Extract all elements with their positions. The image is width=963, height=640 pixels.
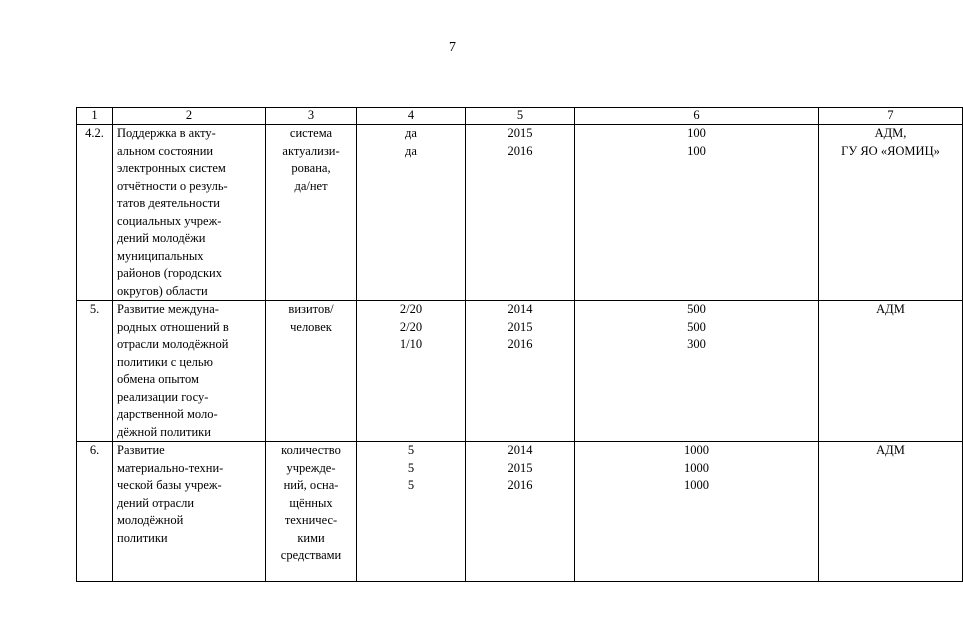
row-description (113, 125, 266, 301)
year-line: 2014 (507, 302, 533, 316)
row-amounts (575, 125, 819, 301)
value-line: 5 (407, 443, 415, 457)
description-line: дений молодёжи (117, 231, 206, 245)
row-description (113, 301, 266, 442)
header-cell: 7 (819, 108, 963, 125)
amount-line: 100 (687, 143, 706, 158)
value-line: да (405, 126, 417, 140)
value-line: 2/20 (399, 319, 423, 334)
row-years (466, 125, 575, 301)
description-line: альном состоянии (117, 143, 214, 158)
amount-line: 500 (687, 319, 706, 334)
row-values (357, 442, 466, 582)
amount-line: 100 (687, 126, 706, 140)
row-executor (819, 442, 963, 582)
year-line: 2016 (507, 337, 533, 351)
description-line: Развитие (117, 443, 165, 457)
row-unit (266, 125, 357, 301)
executor-line: АДМ (876, 302, 905, 316)
amount-line: 1000 (684, 460, 709, 475)
executor-line: АДМ, (874, 126, 907, 140)
description-line: политики с целью (117, 354, 213, 369)
description-line: обмена опытом (117, 372, 199, 386)
description-line: молодёжной (117, 513, 184, 527)
table-row (77, 125, 963, 301)
description-line: политики (117, 530, 168, 545)
header-cell: 6 (575, 108, 819, 125)
unit-line: система (289, 126, 333, 140)
header-cell: 2 (113, 108, 266, 125)
description-line: отчётности о резуль- (117, 178, 228, 193)
row-values (357, 301, 466, 442)
description-line: татов деятельности (117, 196, 220, 210)
year-line: 2016 (507, 143, 533, 158)
year-line: 2015 (507, 319, 533, 334)
unit-line: кими (297, 530, 325, 545)
table-row (77, 442, 963, 582)
row-values (357, 125, 466, 301)
header-cell: 5 (466, 108, 575, 125)
description-line: реализации госу- (117, 389, 209, 404)
unit-line: визитов/ (288, 302, 334, 316)
executor-line: АДМ (876, 443, 905, 457)
table-row (77, 301, 963, 442)
description-line: дёжной политики (117, 424, 211, 439)
value-line: 5 (407, 460, 415, 475)
row-unit (266, 301, 357, 442)
row-unit (266, 442, 357, 582)
year-line: 2014 (507, 443, 533, 457)
value-line: 5 (407, 478, 415, 492)
year-line: 2016 (507, 478, 533, 492)
row-number: 5. (77, 301, 113, 442)
description-line: родных отношений в (117, 319, 229, 334)
unit-line: учрежде- (286, 460, 336, 475)
description-line: ческой базы учреж- (117, 478, 222, 492)
plan-table (76, 107, 963, 582)
description-line: дений отрасли (117, 495, 195, 510)
header-cell: 4 (357, 108, 466, 125)
row-amounts (575, 442, 819, 582)
description-line: материально-техни- (117, 460, 224, 475)
value-line: 1/10 (399, 337, 423, 351)
header-cell: 1 (77, 108, 113, 125)
row-description (113, 442, 266, 582)
unit-line: да/нет (294, 178, 328, 193)
amount-line: 500 (687, 302, 706, 316)
row-amounts (575, 301, 819, 442)
year-line: 2015 (507, 126, 533, 140)
description-line: округов) области (117, 283, 208, 298)
table-header-row (77, 108, 963, 125)
row-number: 6. (77, 442, 113, 582)
description-line: Поддержка в акту- (117, 126, 216, 140)
unit-line: ний, осна- (283, 478, 339, 492)
unit-line: щённых (289, 495, 333, 510)
unit-line: рована, (291, 161, 331, 175)
row-executor (819, 125, 963, 301)
amount-line: 1000 (684, 443, 709, 457)
unit-line: средствами (280, 548, 342, 562)
row-years (466, 442, 575, 582)
amount-line: 300 (687, 337, 706, 351)
description-line: электронных систем (117, 161, 226, 175)
year-line: 2015 (507, 460, 533, 475)
page-number: 7 (449, 40, 456, 55)
value-line: 2/20 (399, 302, 423, 316)
description-line: отрасли молодёжной (117, 337, 229, 351)
unit-line: техничес- (284, 513, 338, 527)
description-line: Развитие междуна- (117, 302, 219, 316)
header-cell: 3 (266, 108, 357, 125)
description-line: дарственной моло- (117, 407, 218, 421)
description-line: муниципальных (117, 248, 204, 263)
row-number: 4.2. (77, 125, 113, 301)
unit-line: актуализи- (282, 143, 340, 158)
amount-line: 1000 (684, 478, 709, 492)
row-years (466, 301, 575, 442)
unit-line: человек (290, 319, 332, 334)
unit-line: количество (281, 443, 341, 457)
description-line: районов (городских (117, 266, 222, 280)
executor-line: ГУ ЯО «ЯОМИЦ» (841, 143, 940, 158)
value-line: да (405, 143, 417, 158)
row-executor (819, 301, 963, 442)
description-line: социальных учреж- (117, 213, 222, 228)
